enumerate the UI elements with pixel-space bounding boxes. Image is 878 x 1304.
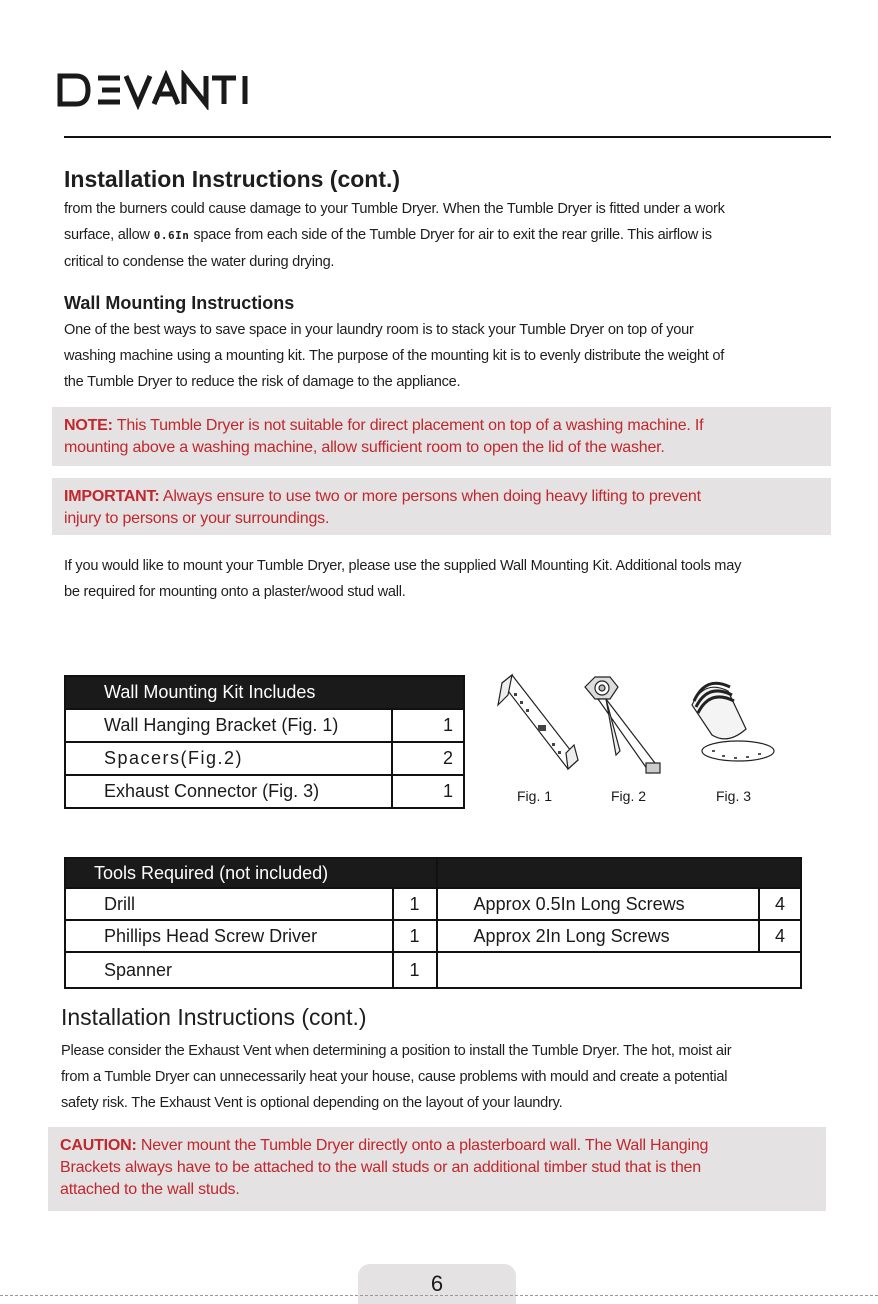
- bracket-illustration: [498, 675, 578, 769]
- mount-kit-paragraph: If you would like to mount your Tumble Dryer, please use the supplied Wall Mounting Kit. Additional tools may be required for mounting onto a plaster/wood stud wall.: [64, 558, 742, 600]
- figures-group: [490, 665, 790, 810]
- table-row: Drill 1 Approx 0.5In Long Screws 4: [65, 888, 801, 920]
- wall-mounting-kit-table: [64, 675, 465, 809]
- tools-required-table: [64, 857, 802, 989]
- svg-text:DEVANTI: DEVANTI: [56, 70, 61, 71]
- table-row: Phillips Head Screw Driver 1 Approx 2In Long Screws 4: [65, 920, 801, 952]
- spacer-illustration: [585, 677, 660, 773]
- fig2-label: Fig. 2: [611, 788, 647, 804]
- fig3-label: Fig. 3: [716, 788, 752, 804]
- table-row: Spacers(Fig.2) 2: [65, 742, 464, 775]
- brand-logo: [56, 70, 256, 110]
- tools-table-header: Tools Required (not included): [65, 858, 437, 888]
- table-row: Wall Hanging Bracket (Fig. 1) 1: [65, 709, 464, 742]
- note-box: NOTE: This Tumble Dryer is not suitable for direct placement on top of a washing machine. If mounting above a washing machine, allow sufficient room to open the lid of the washer.: [52, 407, 831, 466]
- fig1-label: Fig. 1: [517, 788, 553, 804]
- note-label: NOTE:: [64, 417, 113, 434]
- intro-paragraph: from the burners could cause damage to your Tumble Dryer. When the Tumble Dryer is fitted under a work surface, allow 0.6In space from each side of the Tumble Dryer for air to exit the rear grille. This airflow is critical to condense the water during drying.: [64, 201, 725, 270]
- important-label: IMPORTANT:: [64, 488, 160, 505]
- unit-value: 0.6In: [153, 229, 190, 242]
- kit-table-header: Wall Mounting Kit Includes: [65, 676, 464, 709]
- exhaust-connector-illustration: [692, 683, 774, 761]
- caution-label: CAUTION:: [60, 1137, 137, 1154]
- footer-dashed-line: [0, 1295, 878, 1296]
- section-title: Installation Instructions (cont.): [64, 166, 401, 192]
- section-title-2: Installation Instructions (cont.): [61, 1004, 367, 1030]
- table-row: Exhaust Connector (Fig. 3) 1: [65, 775, 464, 808]
- kit-figures-illustration: [490, 665, 790, 785]
- table-row: Spanner 1: [65, 952, 801, 988]
- header-divider: [64, 136, 831, 138]
- exhaust-paragraph: Please consider the Exhaust Vent when determining a position to install the Tumble Dryer. The hot, moist air from a Tumble Dryer can unnecessarily heat your house, cause problems with mould and create a potential safety risk. The Exhaust Vent is optional depending on the layout of your laundry.: [61, 1043, 732, 1111]
- page-number: 6: [358, 1264, 516, 1304]
- wall-mounting-paragraph: One of the best ways to save space in your laundry room is to stack your Tumble Dryer on top of your washing machine using a mounting kit. The purpose of the mounting kit is to evenly distribute the weight of the Tumble Dryer to reduce the risk of damage to the appliance.: [64, 322, 725, 390]
- caution-box: CAUTION: Never mount the Tumble Dryer directly onto a plasterboard wall. The Wall Hanging Brackets always have to be attached to the wall studs or an additional timber stud that is then attached to the wall studs.: [48, 1127, 826, 1211]
- wall-mounting-title: Wall Mounting Instructions: [64, 293, 295, 313]
- important-box: IMPORTANT: Always ensure to use two or more persons when doing heavy lifting to prevent injury to persons or your surroundings.: [52, 478, 831, 535]
